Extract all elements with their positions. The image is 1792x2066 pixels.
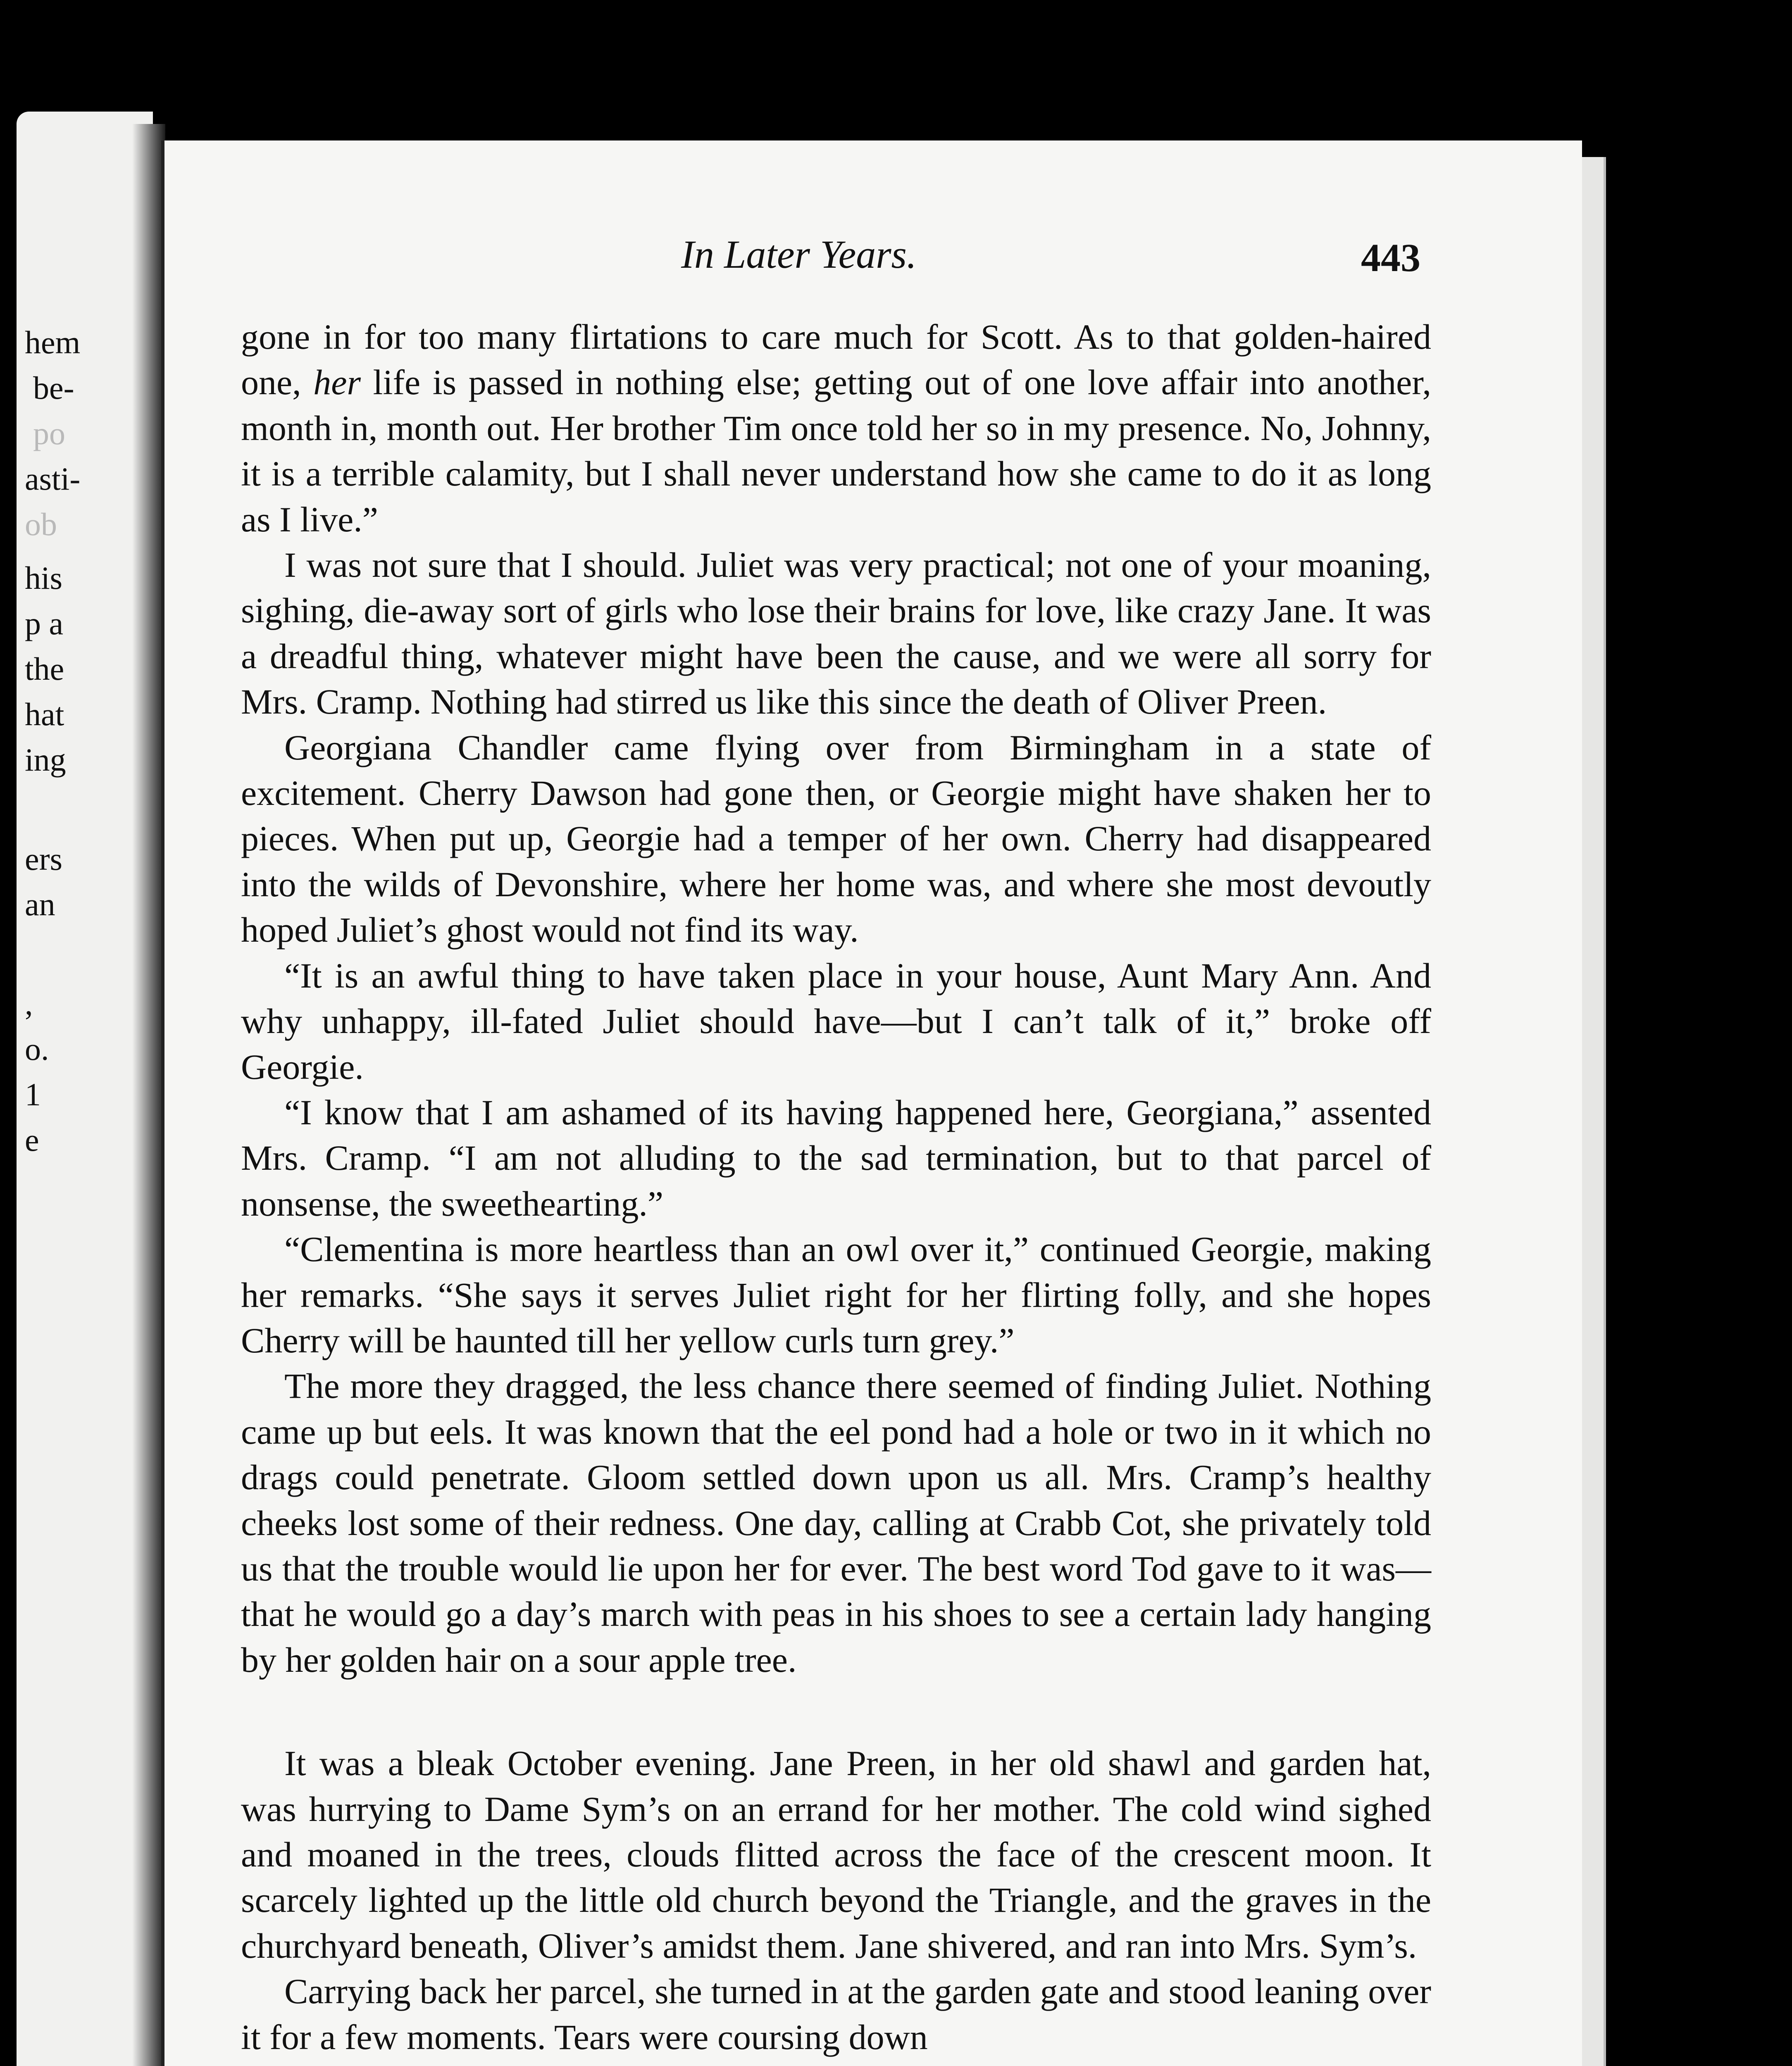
paragraph: It was a bleak October evening. Jane Preen, in her old shawl and garden hat, was hurrying to Dame Sym’s on an errand for her mother. The cold wind sighed and moaned in the trees, clouds flitted across the face of the crescent moon. It scarcely lighted up the little old church beyond the Triangle, and the graves in the churchyard beneath, Oliver’s amidst them. Jane shivered, and ran into Mrs. Sym’s.	[241, 1743, 1431, 1966]
fragment-text: ers	[25, 841, 62, 877]
paragraph: “I know that I am ashamed of its having happened here, Georgiana,” assented Mrs. Cramp. “I am not alluding to the sad termination, but to that parcel of nonsense, the sweethearting.”	[241, 1092, 1431, 1223]
fragment-text: p a	[25, 605, 64, 641]
fragment-text: 1	[25, 1076, 41, 1112]
fragment-text: his	[25, 560, 63, 596]
fragment-text: e	[25, 1122, 39, 1158]
page-header	[164, 231, 1582, 281]
paragraph: The more they dragged, the less chance there seemed of finding Juliet. Nothing came up but eels. It was known that the eel pond had a hole or two in it which no drags could penetrate. Gloom settled down upon us all. Mrs. Cramp’s healthy cheeks lost some of their redness. One day, calling at Crabb Cot, she privately told us that the trouble would lie upon her for ever. The best word Tod gave to it was—that he would go a day’s march with peas in his shoes to see a certain lady hanging by her golden hair on a sour apple tree.	[241, 1366, 1431, 1680]
body-text	[241, 314, 1431, 2060]
paragraph: I was not sure that I should. Juliet was very practical; not one of your moaning, sighing, die-away sort of girls who lose their brains for love, like crazy Jane. It was a dreadful thing, whatever might have been the cause, and we were all sorry for Mrs. Cramp. Nothing had stirred us like this since the death of Oliver Preen.	[241, 545, 1431, 722]
fragment-text: ing	[25, 742, 66, 778]
fragment-text: ob	[25, 506, 57, 542]
running-head: In Later Years.	[681, 232, 917, 276]
page-edge	[1579, 157, 1606, 2066]
section-break	[241, 1683, 1431, 1740]
paragraph: “It is an awful thing to have taken place in your house, Aunt Mary Ann. And why unhappy, ill-fated Juliet should have—but I can’t talk of it,” broke off Georgie.	[241, 955, 1431, 1087]
fragment-text: hat	[25, 696, 64, 732]
fragment-text: hem	[25, 324, 81, 360]
fragment-text: the	[25, 651, 64, 687]
paragraph: gone in for too many flirtations to care much for Scott. As to that golden-haired one, her life is passed in nothing else; getting out of one love affair into another, month in, month out. Her brother Tim once told her so in my presence. No, Johnny, it is a terrible calamity, but I shall never understand how she came to do it as long as I live.”	[241, 317, 1432, 539]
paragraph: “Clementina is more heartless than an owl over it,” continued Georgie, making her remarks. “She says it serves Juliet right for her flirting folly, and she hopes Cherry will be haunted till her yellow curls turn grey.”	[241, 1229, 1431, 1360]
book-page	[161, 140, 1582, 2066]
fragment-text: ,	[25, 985, 33, 1021]
page-number: 443	[1361, 236, 1420, 280]
fragment-text: an	[25, 886, 55, 922]
fragment-text: asti-	[25, 461, 81, 497]
paragraph: Carrying back her parcel, she turned in at the garden gate and stood leaning over it for a few moments. Tears were coursing down	[241, 1971, 1431, 2057]
emphasis: her	[313, 362, 361, 402]
fragment-text: po	[33, 415, 65, 451]
book-gutter	[132, 124, 165, 2066]
fragment-text: o.	[25, 1031, 49, 1067]
fragment-text: be-	[33, 370, 74, 406]
paragraph: Georgiana Chandler came flying over from Birmingham in a state of excitement. Cherry Dawson had gone then, or Georgie might have shaken her to pieces. When put up, Georgie had a temper of her own. Cherry had disappeared into the wilds of Devonshire, where her home was, and where she most devoutly hoped Juliet’s ghost would not find its way.	[241, 727, 1431, 950]
